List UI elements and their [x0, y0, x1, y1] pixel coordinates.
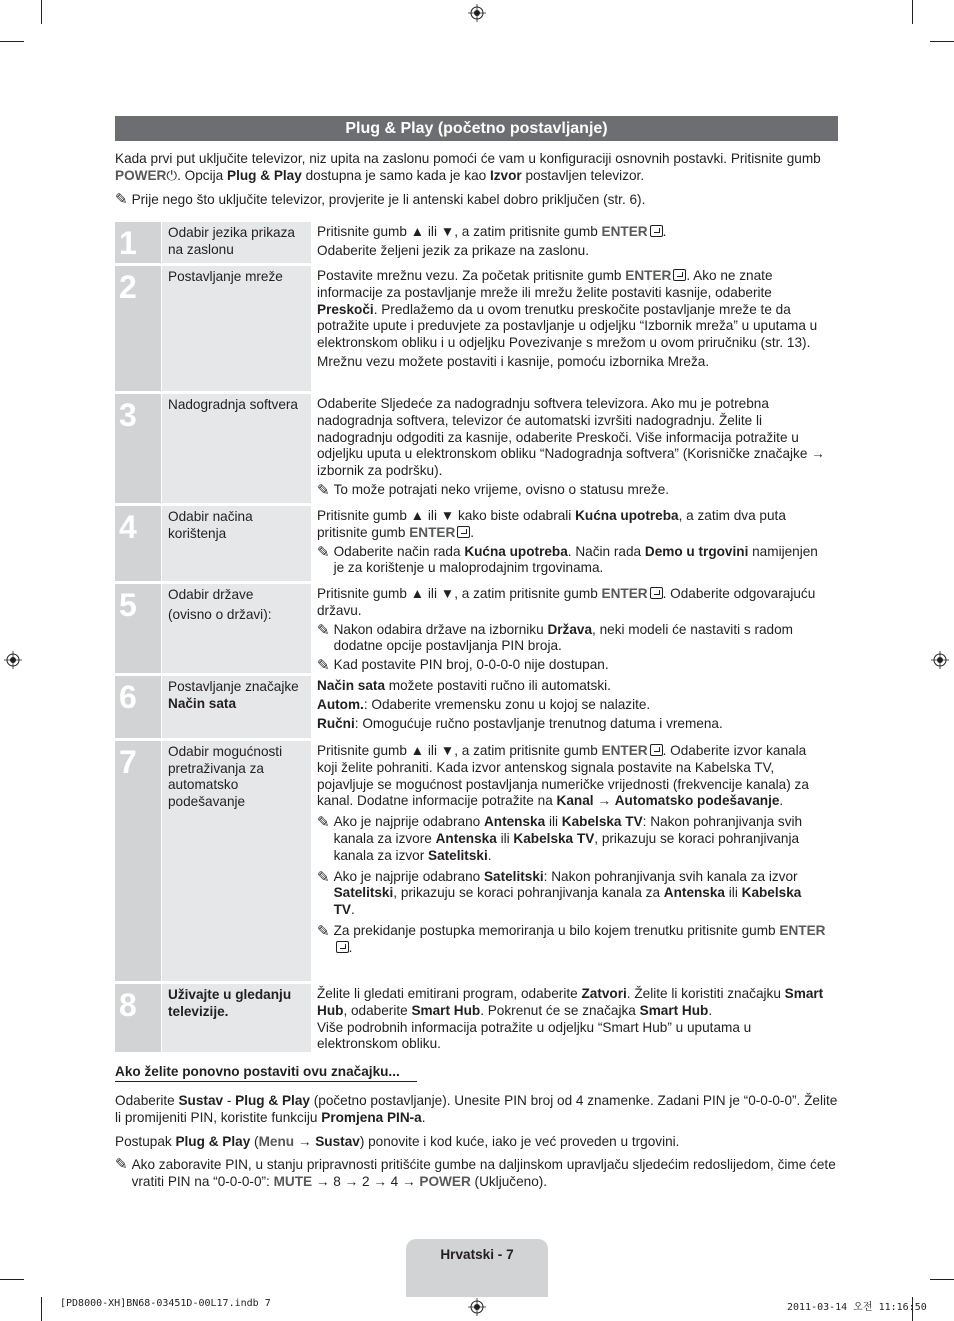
- power-icon: ⏻: [166, 168, 178, 184]
- enter-icon: [650, 225, 663, 237]
- step-row: [115, 506, 826, 584]
- enter-icon: [650, 744, 663, 756]
- crop-mark: [930, 41, 954, 42]
- step-row: [115, 984, 826, 1055]
- step-row: [115, 394, 826, 506]
- registration-mark-icon: [4, 651, 22, 669]
- crop-mark: [41, 0, 42, 24]
- step-description: Pritisnite gumb ▲ ili ▼, a zatim pritisnite gumb ENTER . Odaberite izvor kanala koji želite pohraniti. Kada izvor antenskog signala postavite na Kabelska TV, pojavljuje se mogućnost postavljanja numeričke vrijednosti (frekvencije kanala) za kanal. Dodatne informacije potražite na Kanal → Automatsko podešavanje. ✎ Ako je najprije odabrano Antenska ili Kabelska TV: Nakon pohranjivanja svih kanala za izvore Antenska ili Kabelska TV, prikazuju se koraci pohranjivanja kanala za izvor Satelitski. ✎ Ako je najprije odabrano Satelitski: Nakon pohranjivanja svih kanala za izvor Satelitski, prikazuju se koraci pohranjivanja kanala za Antenska ili Kabelska TV. ✎ Za prekidanje postupka memoriranja u bilo kojem trenutku pritisnite gumb ENTER.: [317, 743, 826, 955]
- step-description: Pritisnite gumb ▲ ili ▼, a zatim pritisnite gumb ENTER . Odaberite željeni jezik za prikaze na zaslonu.: [317, 224, 667, 258]
- note-pencil-icon: ✎: [115, 1155, 128, 1173]
- crop-mark: [0, 41, 24, 42]
- step-row: [115, 266, 826, 394]
- registration-mark-icon: [468, 1298, 486, 1316]
- section-title: Plug & Play (početno postavljanje): [115, 116, 838, 141]
- step-description: Postavite mrežnu vezu. Za početak pritisnite gumb ENTER . Ako ne znate informacije za postavljanje mreže ili mrežu želite postaviti kasnije, odaberite Preskoči. Predlažemo da u ovom trenutku preskočite postavljanje mreže te da potražite upute i preduvjete za postavljanje u odjeljku “Izbornik mreža” u uputama u elektronskom obliku i u odjeljku Povezivanje s mrežom u ovom priručniku (str. 13). Mrežnu vezu možete postaviti i kasnije, pomoću izbornika Mreža.: [317, 268, 818, 369]
- step-number: 5: [115, 584, 161, 673]
- reset-paragraph-2: Postupak Plug & Play (Menu → Sustav) ponovite i kod kuće, iako je već proveden u trgovini.: [115, 1134, 680, 1149]
- registration-mark-icon: [468, 4, 486, 22]
- step-title: Odabir načina korištenja: [162, 506, 311, 581]
- step-number: 6: [115, 676, 161, 738]
- step-number: 7: [115, 741, 161, 981]
- step-title: Nadogradnja softvera: [162, 394, 311, 503]
- note-pencil-icon: ✎: [317, 921, 330, 940]
- crop-mark: [41, 1297, 42, 1321]
- print-timestamp: 2011-03-14 오전 11:16:50: [787, 1302, 927, 1313]
- file-info: [PD8000-XH]BN68-03451D-00L17.indb 7: [60, 1298, 271, 1309]
- step-description: Odaberite Sljedeće za nadogradnju softvera televizora. Ako mu je potrebna nadogradnja softvera, televizor će automatski izvršiti nadogradnju. Želite li nadogradnju odgoditi za kasnije, odaberite Preskoči. Više informacija potražite u odjeljku uputa u elektronskom obliku “Nadogradnja softvera” (Korisničke značajke → izbornik za podršku). ✎ To može potrajati neko vrijeme, ovisno o statusu mreže.: [317, 396, 825, 499]
- intro-note: ✎ Prije nego što uključite televizor, provjerite je li antenski kabel dobro priključen (str. 6).: [115, 190, 646, 208]
- step-number: 2: [115, 266, 161, 391]
- step-number: 4: [115, 506, 161, 581]
- step-title: Uživajte u gledanju televizije.: [162, 984, 311, 1052]
- step-row: [115, 741, 826, 984]
- note-pencil-icon: ✎: [317, 813, 330, 832]
- step-title: Postavljanje mreže: [162, 266, 311, 391]
- note-pencil-icon: ✎: [115, 190, 128, 208]
- step-title: Odabir države (ovisno o državi):: [162, 584, 311, 673]
- step-description: Želite li gledati emitirani program, odaberite Zatvori. Želite li koristiti značajku Smart Hub, odaberite Smart Hub. Pokrenut će se značajka Smart Hub. Više podrobnih informacija potražite u odjeljku “Smart Hub” u uputama u elektronskom obliku.: [317, 986, 824, 1052]
- step-title: Odabir jezika prikaza na zaslonu: [162, 222, 311, 263]
- page-number-tab: Hrvatski - 7: [406, 1239, 548, 1297]
- crop-mark: [912, 0, 913, 24]
- step-number: 3: [115, 394, 161, 503]
- step-row: [115, 584, 826, 676]
- note-pencil-icon: ✎: [317, 620, 330, 639]
- note-pencil-icon: ✎: [317, 480, 330, 499]
- step-description: Pritisnite gumb ▲ ili ▼, a zatim pritisnite gumb ENTER . Odaberite odgovarajuću državu. ✎ Nakon odabira države na izborniku Država, neki modeli će nastaviti s radom dodatne opcije postavljanja PIN broja. ✎ Kad postavite PIN broj, 0-0-0-0 nije dostupan.: [317, 586, 816, 675]
- note-pencil-icon: ✎: [317, 867, 330, 886]
- step-description: Način sata možete postaviti ručno ili automatski. Autom.: Odaberite vremensku zonu u kojoj se nalazite. Ručni: Omogućuje ručno postavljanje trenutnog datuma i vremena.: [317, 678, 723, 731]
- reset-note: ✎ Ako zaboravite PIN, u stanju pripravnosti pritišćite gumbe na daljinskom upravljaču sljedećim redoslijedom, čime ćete vratiti PIN na “0-0-0-0”: MUTE → 8 → 2 → 4 → POWER (Uključeno).: [115, 1155, 836, 1189]
- reset-heading: Ako želite ponovno postaviti ovu značajku...: [115, 1064, 417, 1082]
- step-title: Odabir mogućnosti pretraživanja za automatsko podešavanje: [162, 741, 311, 981]
- intro-paragraph: Kada prvi put uključite televizor, niz upita na zaslonu pomoći će vam u konfiguraciji osnovnih postavki. Pritisnite gumb POWER⏻. Opcija Plug & Play dostupna je samo kada je kao Izvor postavljen televizor.: [115, 151, 821, 184]
- registration-mark-icon: [931, 651, 949, 669]
- reset-paragraph-1: Odaberite Sustav - Plug & Play (početno postavljanje). Unesite PIN broj od 4 znamenke. Zadani PIN je “0-0-0-0”. Želite li promijeniti PIN, koristite funkciju Promjena PIN-a.: [115, 1093, 838, 1125]
- enter-icon: [650, 587, 663, 599]
- enter-icon: [336, 941, 349, 953]
- step-description: Pritisnite gumb ▲ ili ▼ kako biste odabrali Kućna upotreba, a zatim dva puta pritisnite gumb ENTER . ✎ Odaberite način rada Kućna upotreba. Način rada Demo u trgovini namijenjen je za korištenje u maloprodajnim trgovinama.: [317, 508, 818, 576]
- crop-mark: [930, 1279, 954, 1280]
- note-pencil-icon: ✎: [317, 542, 330, 561]
- step-row: [115, 222, 826, 266]
- step-number: 1: [115, 222, 161, 263]
- steps-table: [115, 222, 826, 1055]
- enter-icon: [457, 526, 470, 538]
- step-row: [115, 676, 826, 741]
- note-pencil-icon: ✎: [317, 656, 330, 675]
- step-number: 8: [115, 984, 161, 1052]
- step-title: Postavljanje značajke Način sata: [162, 676, 311, 738]
- enter-icon: [673, 269, 686, 281]
- crop-mark: [0, 1279, 24, 1280]
